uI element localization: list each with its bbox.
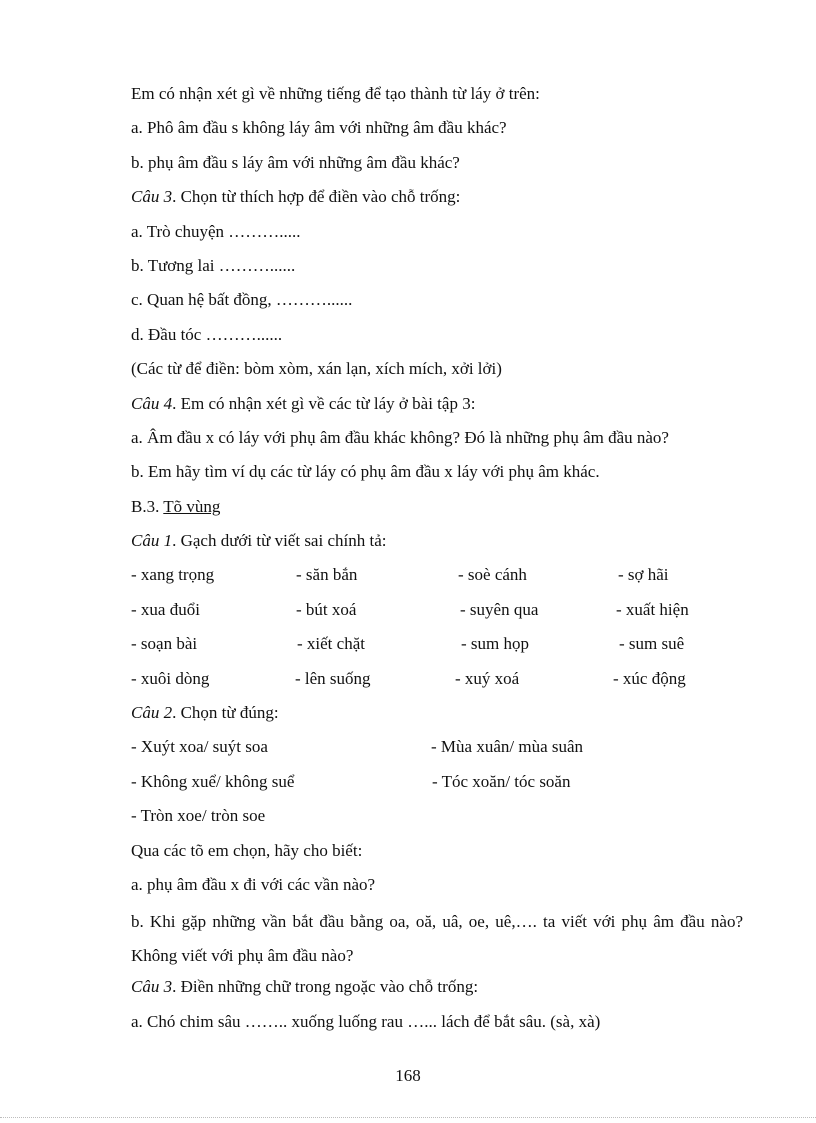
question-label: Câu 4 bbox=[131, 393, 173, 413]
word-row bbox=[131, 630, 743, 664]
answer-line: b. Khi gặp những vần bắt đầu bằng oa, oă, uâ, oe, uê,…. ta viết với phụ âm đầu nào? Không viết với phụ âm đầu nào? bbox=[131, 912, 743, 966]
question-heading bbox=[131, 390, 743, 424]
question-text: . Chọn từ thích hợp để điền vào chỗ trống: bbox=[172, 187, 461, 207]
answer-line: b. Em hãy tìm ví dụ các từ láy có phụ âm đầu x láy với phụ âm khác. bbox=[131, 462, 600, 482]
question-label: Câu 2 bbox=[131, 703, 173, 723]
word-item: - xiết chặt bbox=[297, 634, 365, 654]
answer-line: b. Tương lai ………...... bbox=[131, 255, 296, 275]
paragraph: b. phụ âm đầu s láy âm với những âm đầu khác? bbox=[131, 152, 460, 172]
document-body bbox=[131, 80, 743, 1042]
answer-line: c. Quan hệ bất đồng, ………...... bbox=[131, 290, 353, 310]
word-item: - sum suê bbox=[619, 634, 685, 654]
answer-line: d. Đầu tóc ………...... bbox=[131, 324, 283, 344]
word-item: - xua đuổi bbox=[131, 599, 200, 619]
question-heading bbox=[131, 183, 743, 217]
choice-row bbox=[131, 802, 743, 836]
answer-line: a. phụ âm đầu x đi với các vần nào? bbox=[131, 874, 376, 894]
choice-item: - Mùa xuân/ mùa suân bbox=[431, 737, 584, 757]
question-heading bbox=[131, 527, 743, 561]
word-row bbox=[131, 561, 743, 595]
question-text: . Gạch dưới từ viết sai chính tả: bbox=[172, 531, 387, 551]
word-row bbox=[131, 665, 743, 699]
answer-line: a. Trò chuyện ………..... bbox=[131, 221, 301, 241]
section-title: Tõ vùng bbox=[163, 496, 221, 516]
word-item: - săn bắn bbox=[296, 565, 358, 585]
word-item: - xang trọng bbox=[131, 565, 215, 585]
word-item: - xuất hiện bbox=[616, 599, 689, 619]
section-prefix: B.3. bbox=[131, 496, 160, 516]
word-item: - soạn bài bbox=[131, 634, 198, 654]
choice-row bbox=[131, 733, 743, 767]
note: (Các từ để điền: bòm xòm, xán lạn, xích mích, xởi lởi) bbox=[131, 359, 502, 379]
question-text: . Chọn từ đúng: bbox=[172, 703, 279, 723]
question-text: . Em có nhận xét gì về các từ láy ở bài tập 3: bbox=[172, 393, 476, 413]
question-heading bbox=[131, 699, 743, 733]
word-item: - xuý xoá bbox=[455, 668, 520, 688]
question-heading bbox=[131, 973, 743, 1007]
word-item: - sum họp bbox=[461, 634, 529, 654]
word-item: - bút xoá bbox=[296, 599, 357, 619]
paragraph: a. Phô âm đầu s không láy âm với những âm đầu khác? bbox=[131, 118, 507, 138]
choice-item: - Không xuể/ không suể bbox=[131, 771, 295, 791]
answer-line: a. Chó chim sâu …….. xuống luống rau …... lách để bắt sâu. (sà, xà) bbox=[131, 1011, 601, 1031]
choice-item bbox=[431, 802, 721, 836]
word-row bbox=[131, 596, 743, 630]
word-item: - suyên qua bbox=[460, 599, 539, 619]
paragraph: Qua các tõ em chọn, hãy cho biết: bbox=[131, 840, 363, 860]
answer-line: a. Âm đầu x có láy với phụ âm đầu khác không? Đó là những phụ âm đầu nào? bbox=[131, 427, 669, 447]
question-label: Câu 1 bbox=[131, 531, 173, 551]
paragraph: Em có nhận xét gì về những tiếng để tạo thành từ láy ở trên: bbox=[131, 84, 540, 103]
word-item: - xuôi dòng bbox=[131, 668, 210, 688]
question-label: Câu 3 bbox=[131, 977, 173, 997]
choice-item: - Tóc xoăn/ tóc soăn bbox=[432, 771, 571, 791]
page-number: 168 bbox=[395, 1066, 421, 1085]
word-item: - xúc động bbox=[613, 668, 686, 688]
question-label: Câu 3 bbox=[131, 187, 173, 207]
choice-row bbox=[131, 768, 743, 802]
choice-item: - Tròn xoe/ tròn soe bbox=[131, 806, 266, 826]
word-item: - soè cánh bbox=[458, 565, 527, 585]
choice-item: - Xuýt xoa/ suýt soa bbox=[131, 737, 268, 757]
word-item: - sợ hãi bbox=[618, 565, 669, 585]
section-heading bbox=[131, 493, 743, 527]
word-item: - lên suống bbox=[295, 668, 371, 688]
page-border bbox=[0, 1117, 816, 1118]
question-text: . Điền những chữ trong ngoặc vào chỗ trống: bbox=[172, 977, 479, 997]
